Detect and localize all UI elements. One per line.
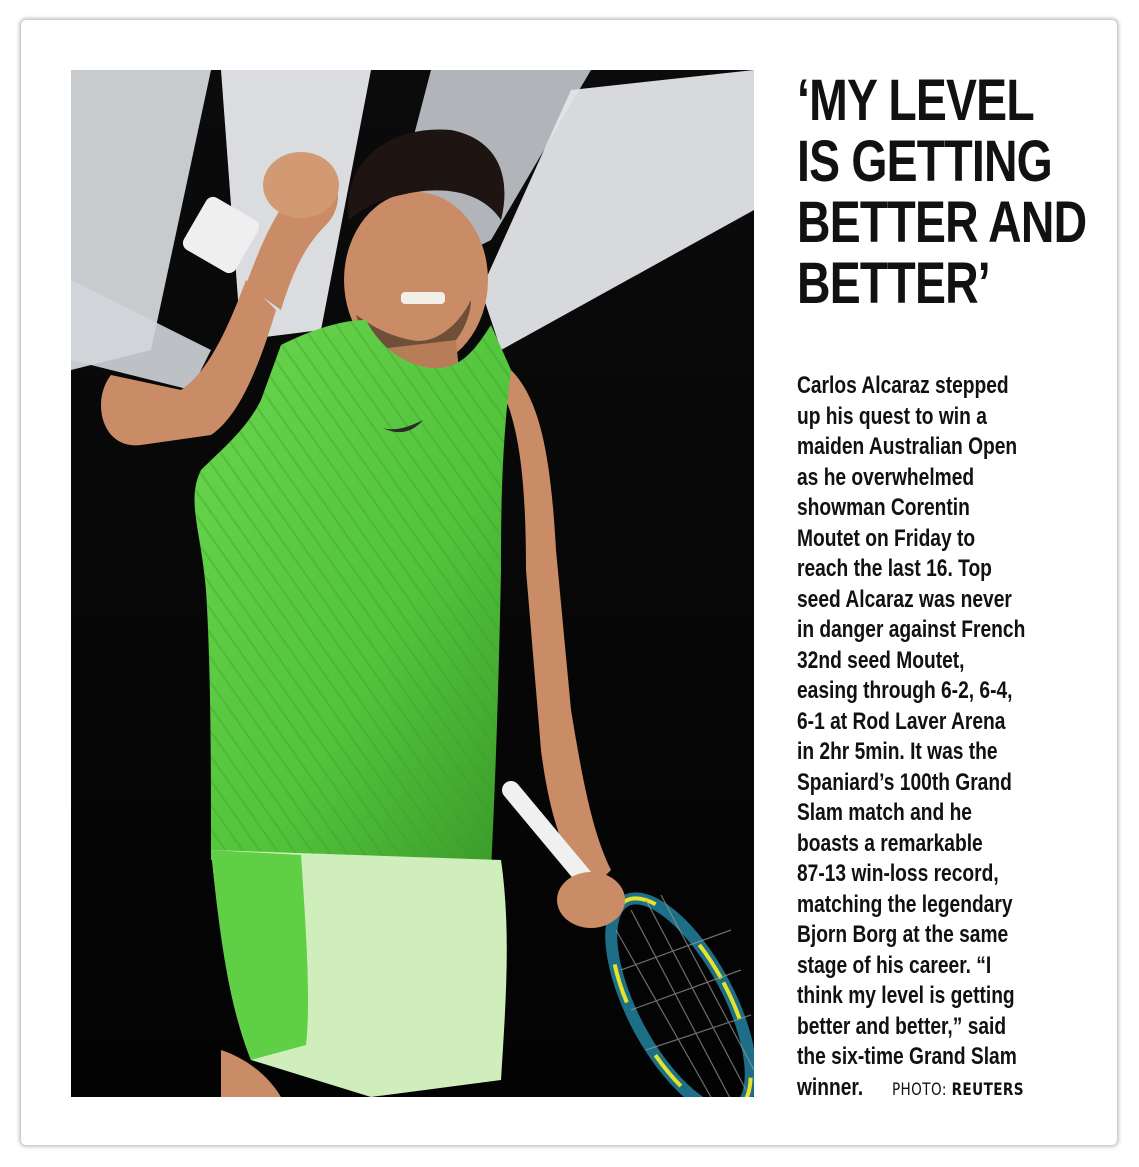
headline-line: BETTER’: [797, 251, 990, 316]
photo-credit-label: PHOTO:: [891, 1079, 947, 1100]
body-line: better and better,” said: [797, 1012, 1007, 1040]
body-line: reach the last 16. Top: [797, 555, 992, 582]
headline-line: ‘MY LEVEL: [797, 68, 1034, 133]
body-line-text: winner.: [797, 1073, 864, 1101]
body-line: boasts a remarkable: [797, 829, 983, 857]
body-line: easing through 6-2, 6-4,: [797, 677, 1013, 704]
headline-line: BETTER AND: [797, 190, 1087, 255]
body-line: in 2hr 5min. It was the: [797, 738, 998, 765]
body-line: maiden Australian Open: [797, 433, 1018, 460]
body-line: Spaniard’s 100th Grand: [797, 768, 1012, 796]
body-line: showman Corentin: [797, 494, 970, 521]
photo-credit-source: REUTERS: [951, 1079, 1025, 1100]
body-line: the six-time Grand Slam: [797, 1043, 1017, 1070]
headline-line: IS GETTING: [797, 129, 1052, 194]
photo-illustration: [71, 70, 754, 1097]
body-line: 6-1 at Rod Laver Arena: [797, 707, 1006, 735]
player-photo: [71, 70, 754, 1097]
body-line-last: [797, 1073, 1069, 1106]
body-line: Bjorn Borg at the same: [797, 921, 1009, 948]
body-line: matching the legendary: [797, 890, 1013, 918]
news-card: [20, 19, 1118, 1146]
body-line: as he overwhelmed: [797, 463, 975, 491]
body-line: up his quest to win a: [797, 402, 987, 430]
body-line: 87-13 win-loss record,: [797, 860, 999, 887]
photo-credit: [892, 1080, 1024, 1100]
body-line: Carlos Alcaraz stepped: [797, 372, 1009, 399]
article-body: [797, 371, 1069, 1105]
body-line: 32nd seed Moutet,: [797, 646, 965, 674]
headline: [797, 68, 1087, 316]
body-line: Slam match and he: [797, 799, 972, 826]
body-line: Moutet on Friday to: [797, 524, 976, 552]
body-line: in danger against French: [797, 616, 1026, 643]
body-line: seed Alcaraz was never: [797, 585, 1012, 613]
body-line: stage of his career. “I: [797, 951, 992, 979]
body-line: think my level is getting: [797, 982, 1015, 1009]
